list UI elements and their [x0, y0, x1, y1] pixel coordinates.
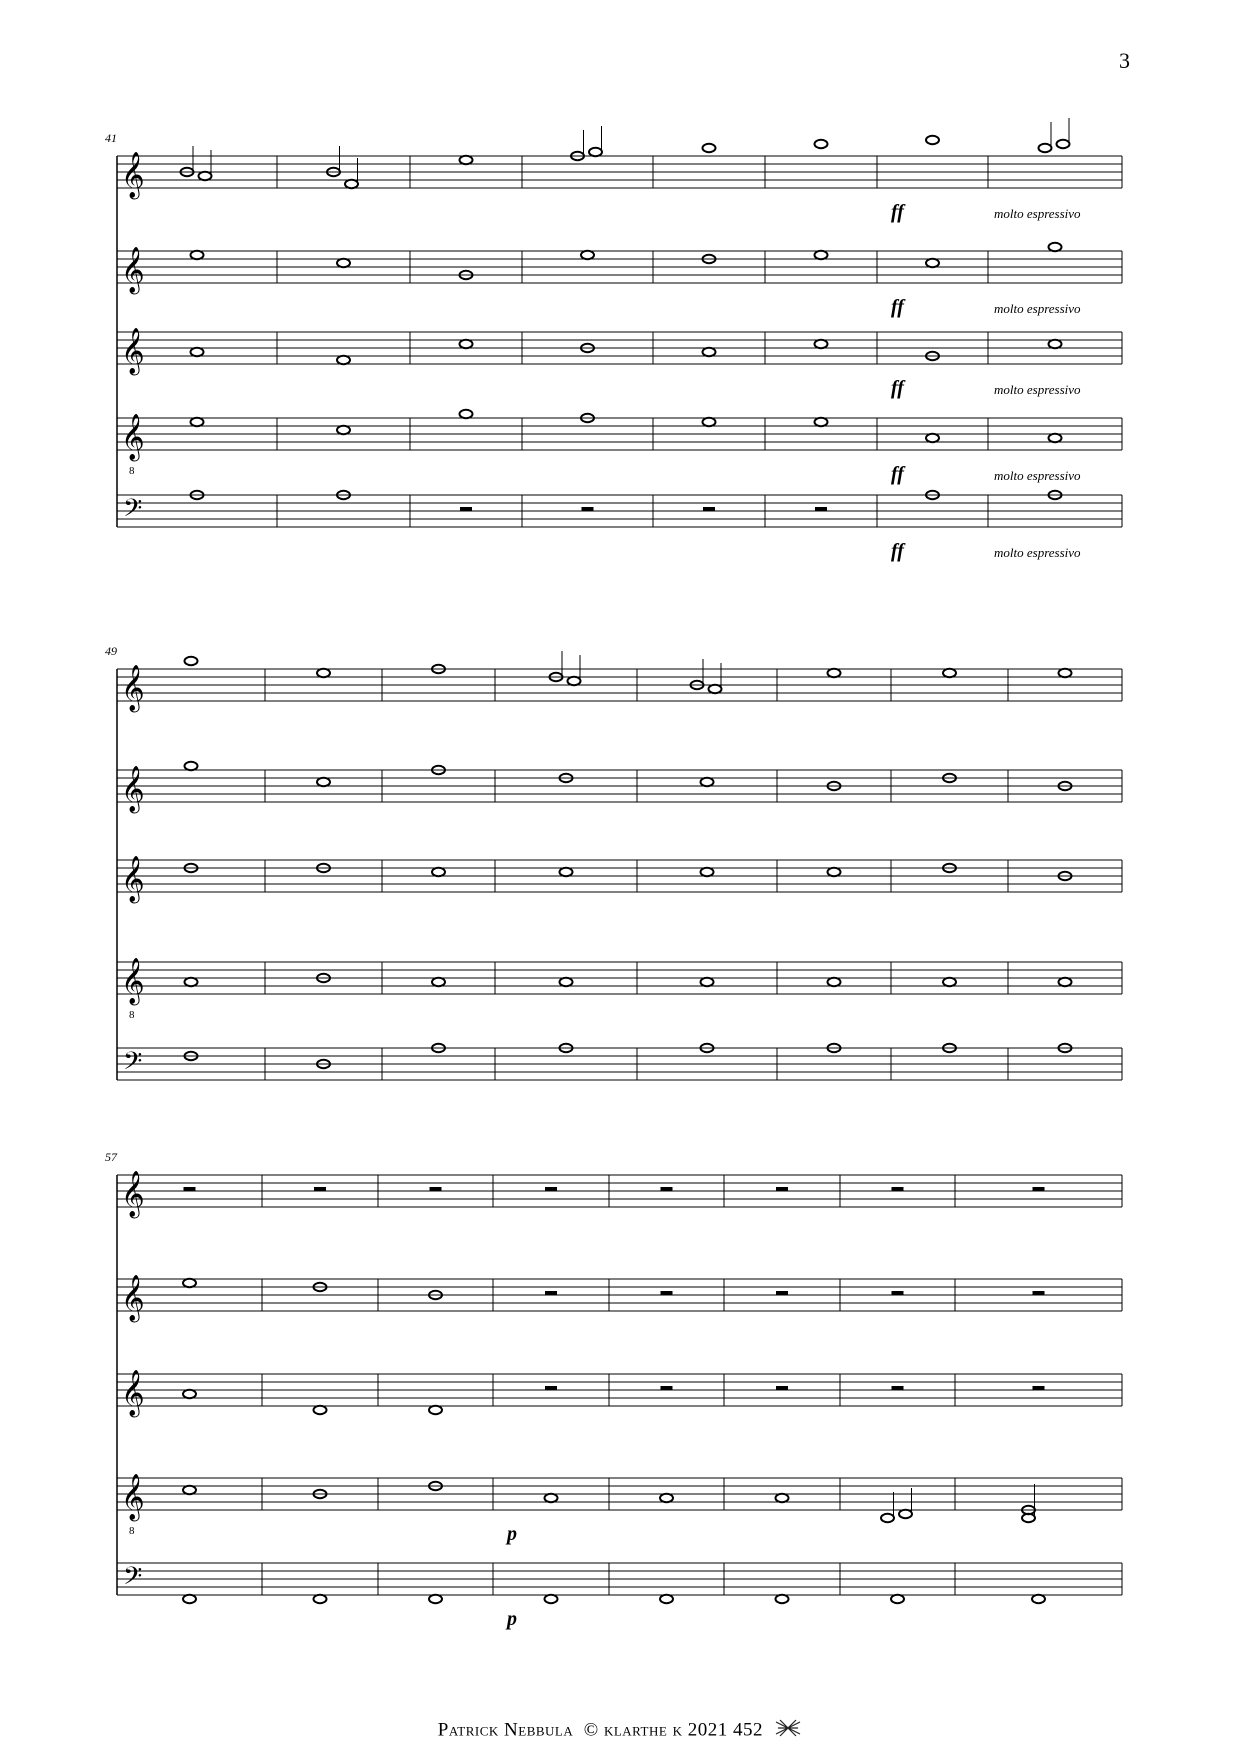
whole-rest	[892, 1291, 904, 1295]
whole-note	[185, 978, 198, 986]
whole-note	[891, 1595, 904, 1603]
whole-rest	[545, 1291, 557, 1295]
half-note	[199, 172, 212, 180]
whole-note	[460, 156, 473, 164]
whole-note	[191, 251, 204, 259]
half-note	[899, 1510, 912, 1518]
whole-note	[432, 978, 445, 986]
whole-note	[660, 1494, 673, 1502]
bass-clef-icon: 𝄢	[123, 495, 143, 528]
whole-rest	[1033, 1386, 1045, 1390]
bass-clef-icon: 𝄢	[123, 1048, 143, 1081]
whole-note	[943, 978, 956, 986]
whole-rest	[892, 1187, 904, 1191]
whole-note	[581, 251, 594, 259]
whole-rest	[545, 1187, 557, 1191]
whole-note	[460, 340, 473, 348]
whole-note	[560, 868, 573, 876]
whole-note	[545, 1595, 558, 1603]
whole-note	[701, 978, 714, 986]
whole-note	[703, 348, 716, 356]
octave-down-marker: 8	[129, 1525, 135, 1537]
whole-note	[828, 978, 841, 986]
dynamic-marking: p	[507, 1523, 517, 1545]
whole-note	[183, 1595, 196, 1603]
whole-rest	[776, 1291, 788, 1295]
treble-clef-icon: 𝄞	[121, 414, 145, 459]
whole-note	[185, 657, 198, 665]
whole-rest	[776, 1187, 788, 1191]
expression-text: molto espressivo	[994, 382, 1081, 397]
whole-note	[703, 418, 716, 426]
treble-clef-icon: 𝄞	[121, 1474, 145, 1519]
whole-note	[432, 868, 445, 876]
whole-note	[926, 136, 939, 144]
treble-clef-icon: 𝄞	[121, 328, 145, 373]
whole-note	[1049, 243, 1062, 251]
treble-clef-icon: 𝄞	[121, 1275, 145, 1320]
whole-note	[183, 1279, 196, 1287]
whole-note	[828, 669, 841, 677]
treble-clef-icon: 𝄞	[121, 766, 145, 811]
whole-note	[1059, 669, 1072, 677]
dynamic-marking: ff	[891, 540, 904, 562]
treble-clef-icon: 𝄞	[121, 247, 145, 292]
whole-rest	[1033, 1187, 1045, 1191]
whole-note	[926, 434, 939, 442]
half-note	[1039, 144, 1052, 152]
treble-clef-icon: 𝄞	[121, 1370, 145, 1415]
whole-rest	[1033, 1291, 1045, 1295]
dynamic-marking: ff	[891, 377, 904, 399]
whole-note	[460, 410, 473, 418]
whole-note	[701, 778, 714, 786]
half-note	[709, 685, 722, 693]
half-note	[345, 180, 358, 188]
measure-number: 41	[105, 131, 117, 145]
half-note	[1057, 140, 1070, 148]
treble-clef-icon: 𝄞	[121, 856, 145, 901]
whole-note	[191, 418, 204, 426]
whole-note	[1049, 340, 1062, 348]
whole-note	[191, 348, 204, 356]
expression-text: molto espressivo	[994, 545, 1081, 560]
whole-rest	[815, 507, 827, 511]
whole-note	[545, 1494, 558, 1502]
bass-clef-icon: 𝄢	[123, 1563, 143, 1596]
whole-note	[317, 669, 330, 677]
measure-number: 57	[105, 1150, 117, 1164]
whole-note	[660, 1595, 673, 1603]
whole-note	[815, 140, 828, 148]
whole-note	[317, 778, 330, 786]
half-note	[881, 1514, 894, 1522]
whole-note	[337, 356, 350, 364]
whole-note	[1049, 434, 1062, 442]
whole-note	[337, 259, 350, 267]
whole-note	[776, 1494, 789, 1502]
whole-rest	[661, 1291, 673, 1295]
half-note	[589, 148, 602, 156]
whole-note	[815, 418, 828, 426]
whole-rest	[184, 1187, 196, 1191]
whole-note	[1059, 978, 1072, 986]
whole-note	[815, 340, 828, 348]
page-number: 3	[1119, 48, 1130, 73]
treble-clef-icon: 𝄞	[121, 1171, 145, 1216]
page-footer	[0, 1718, 1240, 1744]
whole-note	[429, 1595, 442, 1603]
whole-note	[337, 426, 350, 434]
whole-rest	[661, 1187, 673, 1191]
whole-note	[429, 1406, 442, 1414]
whole-rest	[430, 1187, 442, 1191]
whole-note	[703, 144, 716, 152]
treble-clef-icon: 𝄞	[121, 958, 145, 1003]
whole-note	[183, 1486, 196, 1494]
half-note	[568, 677, 581, 685]
whole-note	[314, 1406, 327, 1414]
treble-clef-icon: 𝄞	[121, 665, 145, 710]
expression-text: molto espressivo	[994, 206, 1081, 221]
whole-note	[815, 251, 828, 259]
dynamic-marking: ff	[891, 296, 904, 318]
klarthe-logo-icon	[774, 1718, 802, 1744]
whole-rest	[545, 1386, 557, 1390]
expression-text: molto espressivo	[994, 468, 1081, 483]
dynamic-marking: ff	[891, 201, 904, 223]
whole-rest	[776, 1386, 788, 1390]
whole-note	[560, 978, 573, 986]
treble-clef-icon: 𝄞	[121, 152, 145, 197]
whole-note	[314, 1595, 327, 1603]
whole-note	[926, 259, 939, 267]
whole-rest	[460, 507, 472, 511]
whole-rest	[661, 1386, 673, 1390]
whole-rest	[582, 507, 594, 511]
whole-rest	[314, 1187, 326, 1191]
copyright-notice: © klarthe k 2021 452	[583, 1719, 763, 1741]
whole-note	[1032, 1595, 1045, 1603]
whole-note	[701, 868, 714, 876]
dynamic-marking: p	[507, 1608, 517, 1630]
whole-note	[183, 1390, 196, 1398]
octave-down-marker: 8	[129, 465, 135, 477]
composer-name: Patrick Nebbula	[437, 1719, 574, 1741]
whole-note	[828, 868, 841, 876]
dynamic-marking: ff	[891, 463, 904, 485]
whole-rest	[892, 1386, 904, 1390]
whole-rest	[703, 507, 715, 511]
octave-down-marker: 8	[129, 1009, 135, 1021]
whole-note	[776, 1595, 789, 1603]
whole-note	[943, 669, 956, 677]
whole-note	[185, 762, 198, 770]
measure-number: 49	[105, 644, 117, 658]
expression-text: molto espressivo	[994, 301, 1081, 316]
